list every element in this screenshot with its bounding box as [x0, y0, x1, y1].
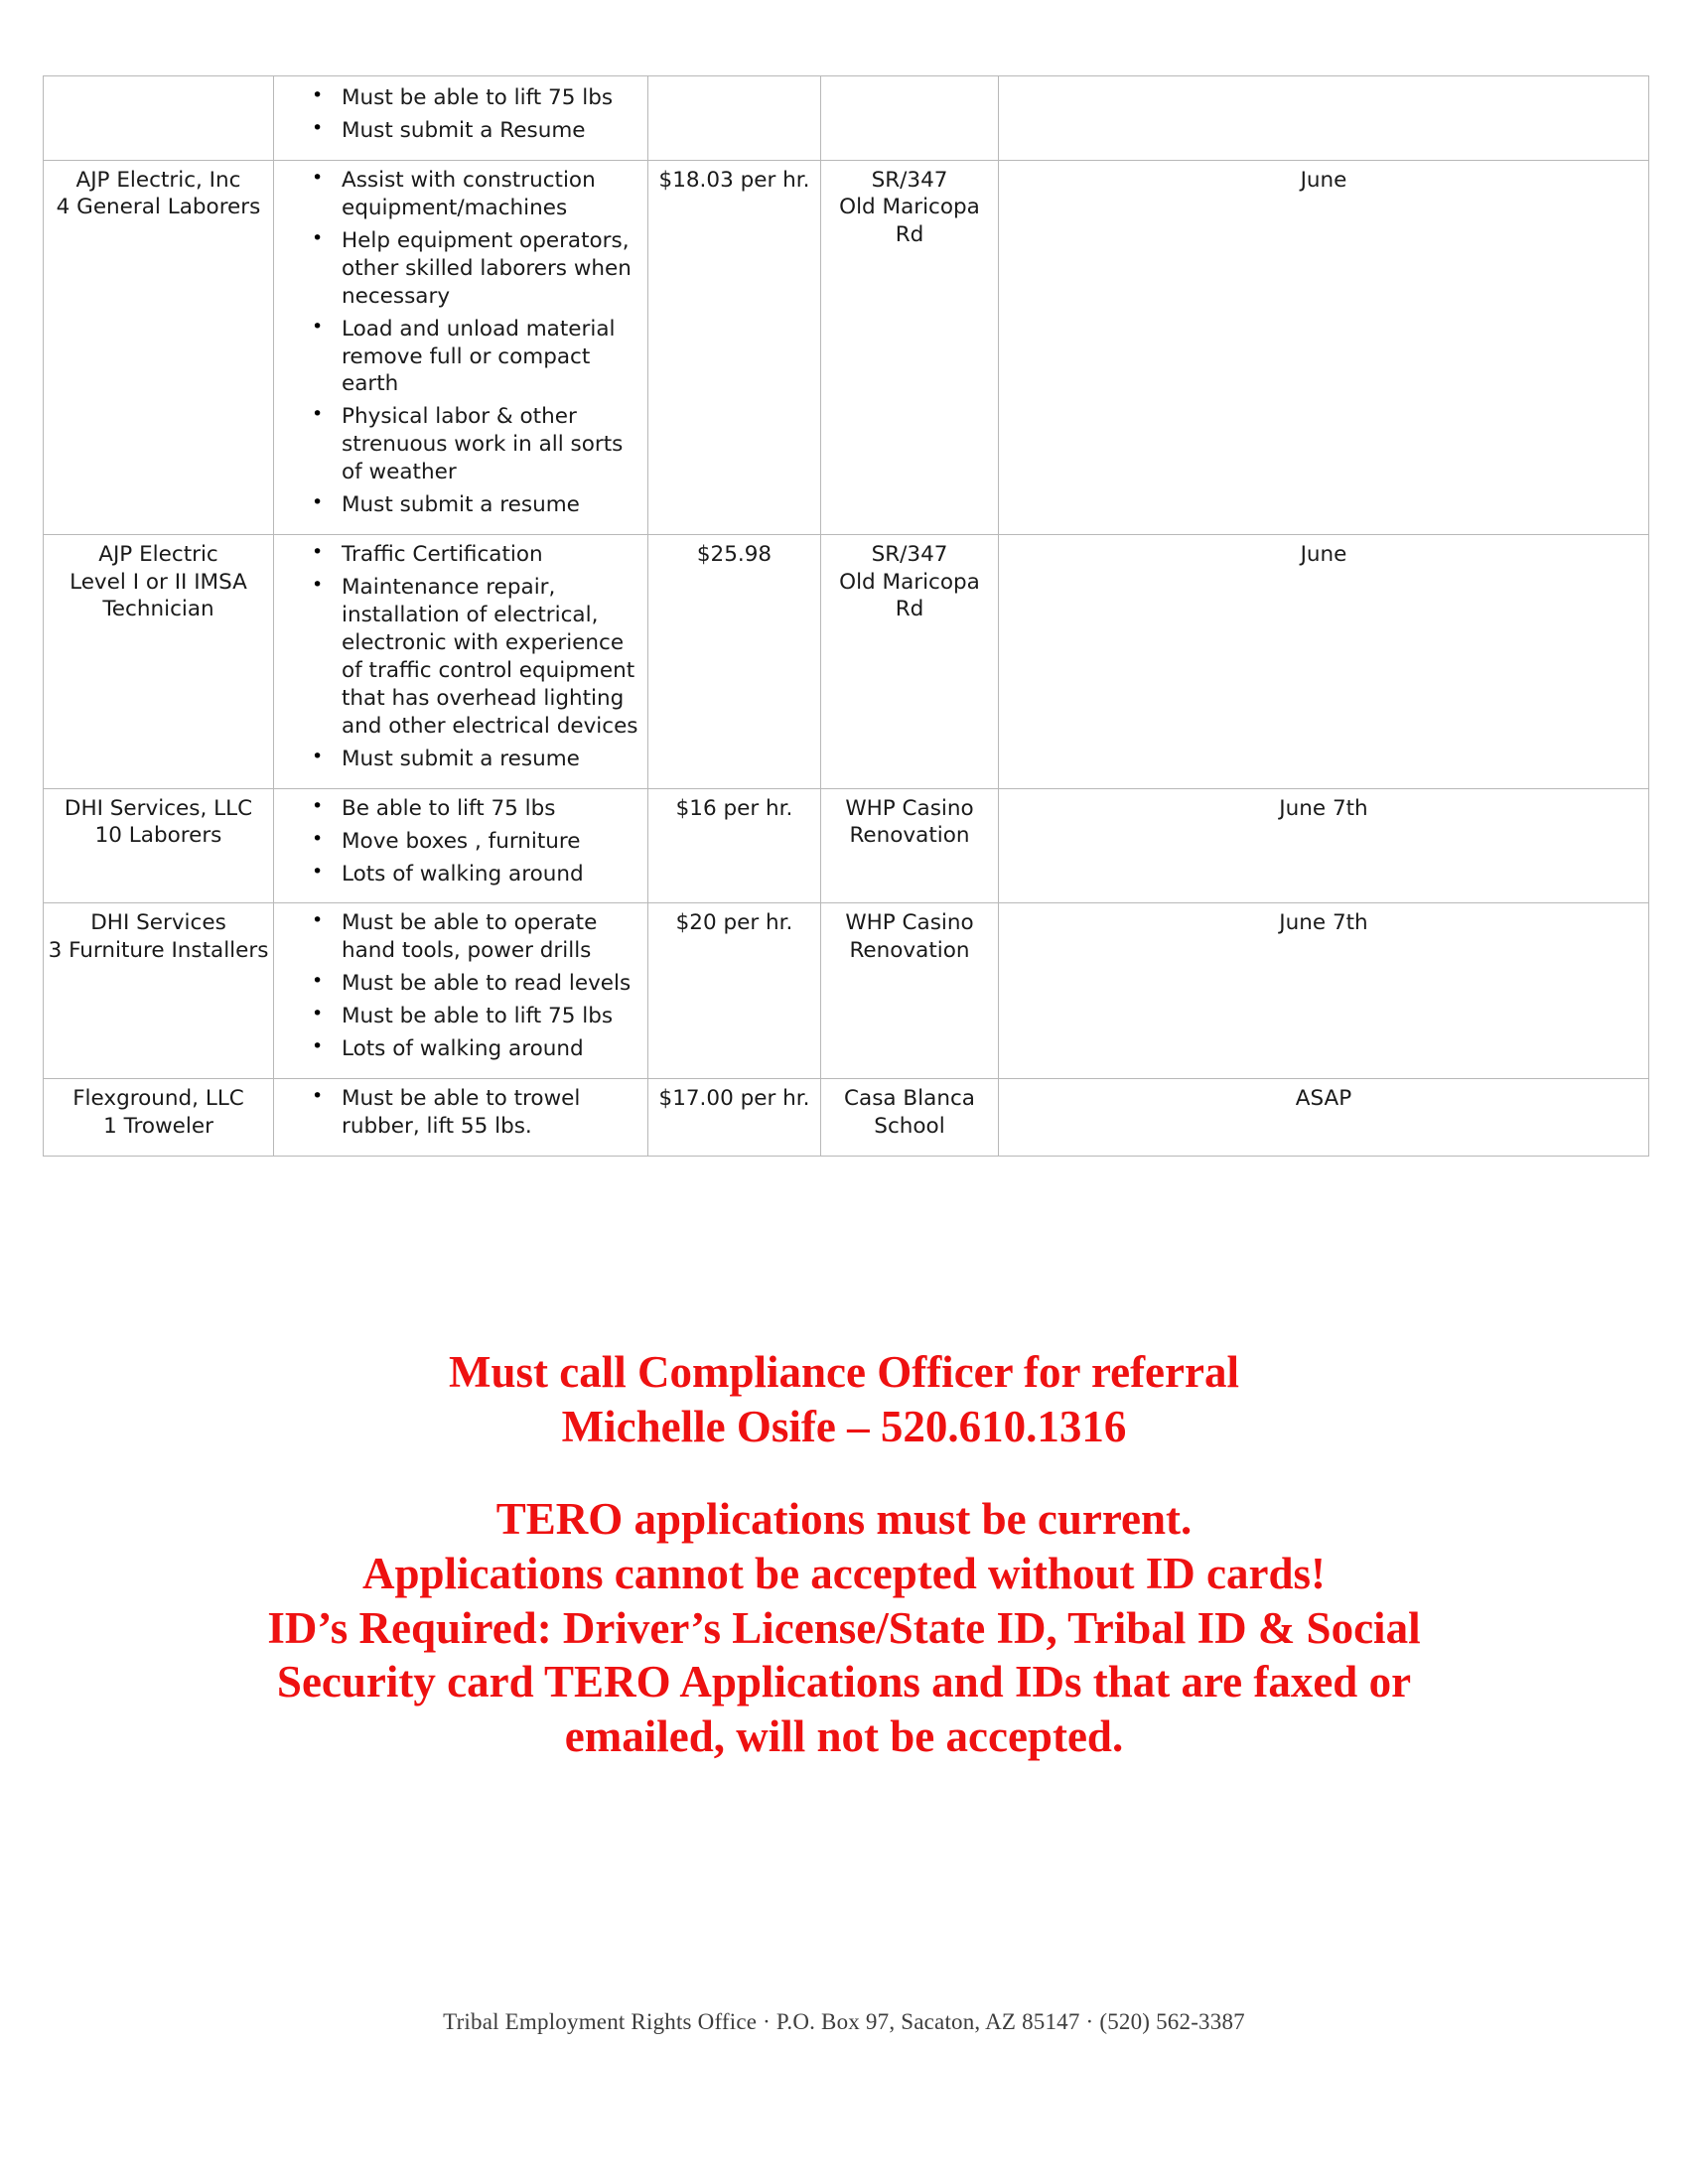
position-count: 1 Troweler — [103, 1113, 213, 1139]
notice-line: Applications cannot be accepted without ID cards! — [361, 1548, 1326, 1598]
duty-item: • Physical labor & other strenuous work in all sorts of weather — [342, 403, 643, 486]
position-title: Level I or II IMSA — [70, 569, 247, 595]
start-date-line: June 7th — [1279, 910, 1368, 936]
notice-line: Security card TERO Applications and IDs that are faxed or — [276, 1657, 1412, 1707]
cell-company — [44, 788, 274, 903]
cell-location — [821, 788, 999, 903]
cell-wage — [648, 76, 821, 161]
duty-item: • Must submit a Resume — [342, 117, 643, 145]
duty-list — [278, 84, 643, 145]
cell-start-date — [999, 788, 1649, 903]
duty-item: • Move boxes , furniture — [342, 828, 643, 856]
table-row — [44, 535, 1649, 789]
duty-item: • Must be able to operate hand tools, power drills — [342, 909, 643, 965]
table-row — [44, 788, 1649, 903]
cell-location — [821, 535, 999, 789]
duty-list — [278, 909, 643, 1063]
duty-item: • Traffic Certification — [342, 541, 643, 569]
duty-list — [278, 167, 643, 519]
company-name: Flexground, LLC — [72, 1086, 244, 1112]
company-name: DHI Services — [90, 910, 226, 936]
duty-item: • Load and unload material remove full or compact earth — [342, 316, 643, 399]
cell-duties — [274, 535, 648, 789]
cell-duties — [274, 903, 648, 1079]
compliance-officer-notice — [0, 1345, 1688, 1454]
cell-wage: $18.03 per hr. — [648, 160, 821, 534]
cell-wage: $17.00 per hr. — [648, 1079, 821, 1157]
start-date-line: June — [1300, 542, 1347, 568]
page-footer: Tribal Employment Rights Office · P.O. Box 97, Sacaton, AZ 85147 · (520) 562-3387 — [443, 2009, 1245, 2034]
notice-line: emailed, will not be accepted. — [564, 1711, 1124, 1762]
cell-company — [44, 76, 274, 161]
cell-location — [821, 903, 999, 1079]
duty-list — [278, 1085, 643, 1141]
cell-start-date — [999, 1079, 1649, 1157]
job-listings-table — [43, 75, 1649, 1157]
duty-item: • Must submit a resume — [342, 746, 643, 773]
cell-location — [821, 1079, 999, 1157]
duty-item: • Must be able to lift 75 lbs — [342, 1003, 643, 1030]
tero-application-notice — [0, 1492, 1688, 1764]
notice-line: ID’s Required: Driver’s License/State ID, Tribal ID & Social — [267, 1602, 1421, 1653]
location-line: Renovation — [849, 937, 970, 963]
duty-item: • Must be able to trowel rubber, lift 55 lbs. — [342, 1085, 643, 1141]
cell-location — [821, 76, 999, 161]
notice-line: Must call Compliance Officer for referral — [449, 1347, 1239, 1397]
duty-item: • Lots of walking around — [342, 1035, 643, 1063]
cell-duties — [274, 1079, 648, 1157]
cell-company — [44, 903, 274, 1079]
cell-wage: $20 per hr. — [648, 903, 821, 1079]
red-notice-block — [0, 1345, 1688, 1764]
company-name: DHI Services, LLC — [64, 795, 253, 821]
location-line: SR/347 — [871, 542, 948, 568]
company-name: AJP Electric — [98, 542, 218, 568]
location-line: Renovation — [849, 823, 970, 849]
location-line: SR/347 — [871, 167, 948, 193]
table-row — [44, 1079, 1649, 1157]
location-line: Old Maricopa Rd — [839, 569, 980, 622]
duty-item: • Maintenance repair, installation of electrical, electronic with experience of traffic control equipment that has overhead lighting and other electrical devices — [342, 574, 643, 741]
location-line: Casa Blanca — [844, 1086, 975, 1112]
position-title-cont: Technician — [102, 597, 214, 622]
cell-company — [44, 1079, 274, 1157]
cell-start-date — [999, 76, 1649, 161]
location-line: WHP Casino — [845, 910, 974, 936]
duty-item: • Help equipment operators, other skilled laborers when necessary — [342, 227, 643, 311]
cell-start-date — [999, 903, 1649, 1079]
location-line: Old Maricopa Rd — [839, 195, 980, 247]
cell-wage: $25.98 — [648, 535, 821, 789]
notice-line: TERO applications must be current. — [495, 1493, 1193, 1544]
duty-list — [278, 541, 643, 773]
cell-start-date — [999, 160, 1649, 534]
duty-item: • Be able to lift 75 lbs — [342, 795, 643, 823]
cell-duties — [274, 788, 648, 903]
cell-start-date — [999, 535, 1649, 789]
location-line: School — [874, 1113, 945, 1139]
duty-item: • Must be able to lift 75 lbs — [342, 84, 643, 112]
duty-item: • Assist with construction equipment/machines — [342, 167, 643, 222]
cell-duties — [274, 160, 648, 534]
cell-location — [821, 160, 999, 534]
location-line: WHP Casino — [845, 795, 974, 821]
cell-company — [44, 535, 274, 789]
notice-spacer — [0, 1454, 1688, 1492]
cell-wage: $16 per hr. — [648, 788, 821, 903]
cell-company — [44, 160, 274, 534]
duty-item: • Must be able to read levels — [342, 970, 643, 998]
job-listings-table-container — [43, 75, 1648, 1157]
table-body — [44, 76, 1649, 1157]
position-count: 4 General Laborers — [56, 195, 261, 220]
position-count: 10 Laborers — [94, 823, 222, 849]
position-count: 3 Furniture Installers — [48, 937, 269, 963]
table-row — [44, 76, 1649, 161]
start-date-line: ASAP — [1295, 1086, 1352, 1112]
duty-item: • Lots of walking around — [342, 861, 643, 888]
notice-line: Michelle Osife – 520.610.1316 — [561, 1401, 1127, 1451]
table-row — [44, 903, 1649, 1079]
duty-list — [278, 795, 643, 888]
table-row — [44, 160, 1649, 534]
company-name: AJP Electric, Inc — [75, 167, 241, 193]
duty-item: • Must submit a resume — [342, 491, 643, 519]
cell-duties — [274, 76, 648, 161]
start-date-line: June — [1300, 167, 1347, 193]
start-date-line: June 7th — [1279, 795, 1368, 821]
